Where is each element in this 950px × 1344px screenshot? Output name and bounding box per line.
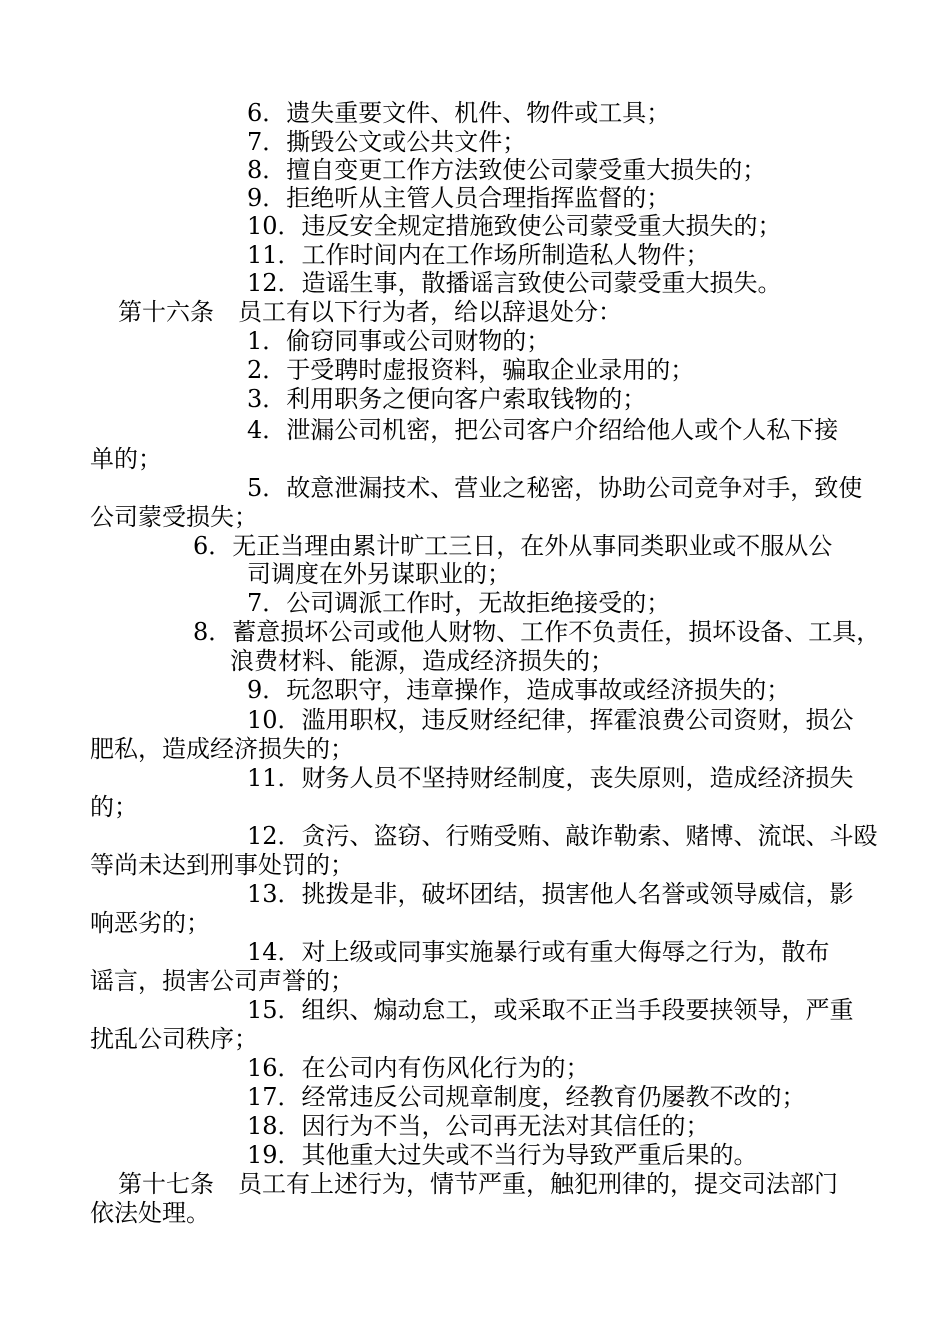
text-line: 12．贪污、盗窃、行贿受贿、敲诈勒索、赌博、流氓、斗殴: [247, 822, 878, 850]
text-line: 等尚未达到刑事处罚的；: [90, 851, 354, 879]
article-heading-16: 第十六条 员工有以下行为者，给以辞退处分：: [118, 298, 622, 326]
text-line: 响恶劣的；: [90, 909, 210, 937]
text-line: 8．蓄意损坏公司或他人财物、工作不负责任，损坏设备、工具，: [193, 618, 881, 646]
text-line: 11．财务人员不坚持财经制度，丧失原则，造成经济损失: [247, 764, 854, 792]
text-line: 1．偷窃同事或公司财物的；: [247, 327, 551, 355]
text-line: 肥私，造成经济损失的；: [90, 735, 354, 763]
text-line: 6．无正当理由累计旷工三日，在外从事同类职业或不服从公: [193, 532, 833, 560]
text-line: 10．违反安全规定措施致使公司蒙受重大损失的；: [247, 212, 782, 240]
text-line: 19．其他重大过失或不当行为导致严重后果的。: [247, 1141, 758, 1169]
text-line: 9．拒绝听从主管人员合理指挥监督的；: [247, 184, 671, 212]
text-line: 8．擅自变更工作方法致使公司蒙受重大损失的；: [247, 156, 767, 184]
text-line: 12．造谣生事，散播谣言致使公司蒙受重大损失。: [247, 269, 782, 297]
text-line: 14．对上级或同事实施暴行或有重大侮辱之行为，散布: [247, 938, 830, 966]
text-line: 16．在公司内有伤风化行为的；: [247, 1054, 590, 1082]
text-line: 2．于受聘时虚报资料，骗取企业录用的；: [247, 356, 695, 384]
text-line: 11．工作时间内在工作场所制造私人物件；: [247, 241, 710, 269]
text-line: 7．公司调派工作时，无故拒绝接受的；: [247, 589, 671, 617]
text-line: 公司蒙受损失；: [90, 503, 258, 531]
text-line: 浪费材料、能源，造成经济损失的；: [230, 647, 614, 675]
text-line: 单的；: [90, 445, 162, 473]
text-line: 17．经常违反公司规章制度，经教育仍屡教不改的；: [247, 1083, 806, 1111]
text-line: 3．利用职务之便向客户索取钱物的；: [247, 385, 647, 413]
text-line: 7．撕毁公文或公共文件；: [247, 128, 527, 156]
text-line: 10．滥用职权，违反财经纪律，挥霍浪费公司资财，损公: [247, 706, 854, 734]
text-line: 5．故意泄漏技术、营业之秘密，协助公司竞争对手，致使: [247, 474, 863, 502]
text-line: 9．玩忽职守，违章操作，造成事故或经济损失的；: [247, 676, 791, 704]
text-line: 6．遗失重要文件、机件、物件或工具；: [247, 99, 671, 127]
text-line: 谣言，损害公司声誉的；: [90, 967, 354, 995]
text-line: 司调度在外另谋职业的；: [247, 560, 511, 588]
text-line: 4．泄漏公司机密，把公司客户介绍给他人或个人私下接: [247, 416, 839, 444]
text-line: 的；: [90, 793, 138, 821]
text-line: 18．因行为不当，公司再无法对其信任的；: [247, 1112, 710, 1140]
text-line: 依法处理。: [90, 1199, 210, 1227]
text-line: 扰乱公司秩序；: [90, 1025, 258, 1053]
text-line: 15．组织、煽动怠工，或采取不正当手段要挟领导，严重: [247, 996, 854, 1024]
article-heading-17: 第十七条 员工有上述行为，情节严重，触犯刑律的，提交司法部门: [118, 1170, 838, 1198]
text-line: 13．挑拨是非，破坏团结，损害他人名誉或领导威信，影: [247, 880, 854, 908]
